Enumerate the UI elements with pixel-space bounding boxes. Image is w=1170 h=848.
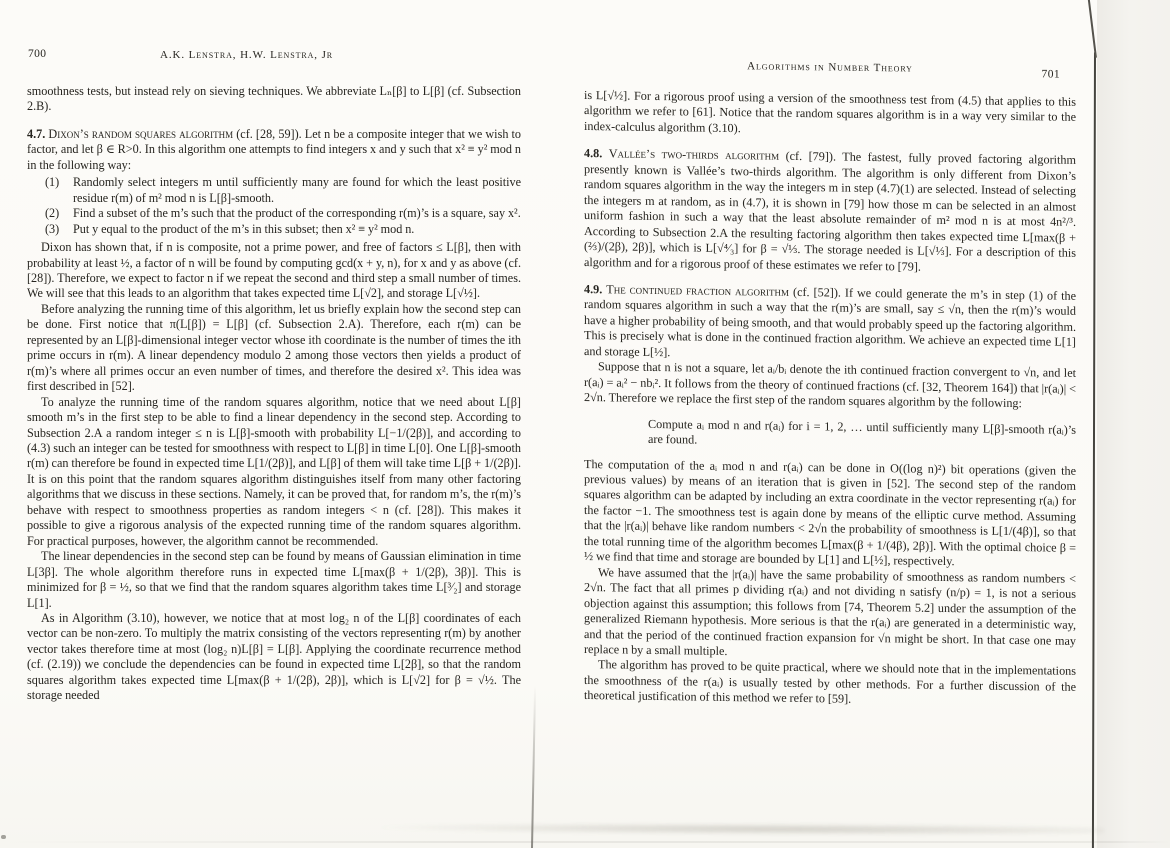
bottom-edge-hairline xyxy=(0,841,1170,843)
running-title-left: A.K. Lenstra, H.W. Lenstra, Jr xyxy=(160,49,333,61)
list-item-1 xyxy=(27,175,521,206)
section-4-8-text: (cf. [79]). The fastest, fully proved factoring algorithm presently known is Vallée’s two-thirds algorithm. The algorithm is only different from Dixon’s random squares algorithm in the way the integers m in step (4.7)(1) are selected. Instead of selecting the integers m at random, as in (4.7), it is shown in [79] how those m can be selected in an almost uniform fashion in such a way that the least absolute remainder of m² mod n is at most 4n²/³. According to Subsection 2.A the resulting factoring algorithm then takes expected time L[max(β + (⅔)/(2β), 2β)], which is L[√⁴⁄₃] for β = √⅓. The storage needed is L[√⅓]. For a description of this algorithm and for a rigorous proof of these estimates we refer to [79]. xyxy=(584,149,1076,274)
para-as-in-algorithm: As in Algorithm (3.10), however, we notice that at most log₂ n of the L[β] coordinates of each vector can be non-zero. To multiply the matrix consisting of the vectors representing r(m) by another vector takes therefore time at most (log₂ n)L[β] = L[β]. Applying the coordinate recurrence method (cf. (2.19)) we conclude the dependencies can be found in expected time L[2β], so that the random squares algorithm takes expected time L[max(β + 1/(2β), 2β)], which is L[√2] for β = √½. The storage needed xyxy=(27,610,521,703)
para-we-have-assumed: We have assumed that the |r(aᵢ)| have the same probability of smoothness as random numbers < 2√n. The fact that all primes p dividing r(aᵢ) and not dividing n satisfy (n/p) = 1, is not a serious objection against this assumption; this follows from [74, Theorem 5.2] under the assumption of the generalized Riemann hypothesis. More serious is that the r(aᵢ) are generated in a deterministic way, and that the period of the continued fraction expansion for √n might be short. In that case one may replace n by a small multiple. xyxy=(584,564,1076,658)
section-4-7-title: Dixon’s random squares algorithm xyxy=(48,126,234,141)
section-4-7-number: 4.7. xyxy=(27,126,46,141)
page-right-content xyxy=(584,58,1076,711)
list-item-3 xyxy=(27,222,521,237)
para-storage-continuation: is L[√½]. For a rigorous proof using a version of the smoothness test from (4.5) that applies to this algorithm we refer to [61]. Notice that the random squares algorithm is in a way very similar to the index-calculus algorithm (3.10). xyxy=(584,88,1076,136)
algorithm-steps-list xyxy=(27,175,521,237)
list-item-3-text: Put y equal to the product of the m’s in this subset; then x² ≡ y² mod n. xyxy=(73,221,415,236)
page-number-left: 700 xyxy=(28,48,47,60)
scan-speck xyxy=(1,835,6,839)
list-item-2-text: Find a subset of the m’s such that the product of the corresponding r(m)’s is a square, say x². xyxy=(73,206,521,221)
list-item-2-label: (2) xyxy=(45,206,60,221)
page-right-body xyxy=(584,88,1076,711)
para-suppose: Suppose that n is not a square, let aᵢ/bᵢ denote the ith continued fraction convergent to √n, and let r(aᵢ) = aᵢ² − nbᵢ². It follows from the theory of continued fractions (cf. [32, Theorem 164]) that |r(aᵢ)| < 2√n. Therefore we replace the first step of the random squares algorithm by the following: xyxy=(584,359,1076,411)
para-to-analyze: To analyze the running time of the random squares algorithm, notice that we need about L[β] smooth m’s in the first step to be able to find a linear dependency in the second step. According to Subsection 2.A a random integer ≤ n is L[β]-smooth with probability L[−1/(2β)], and according to (4.3) such an integer can be tested for smoothness with respect to L[β] in time L[0]. One L[β]-smooth r(m) can therefore be found in expected time L[1/(2β)], and L[β] of them will take time L[β + 1/(2β)]. It is on this point that the random squares algorithm distinguishes itself from many other factoring algorithms that we discuss in these sections. Namely, it can be proved that, for random m’s, the r(m)’s behave with respect to smoothness properties as random integers < n (cf. [28]). This makes it possible to give a rigorous analysis of the expected running time of the random squares algorithm. For practical purposes, however, the algorithm cannot be recommended. xyxy=(27,394,521,548)
list-item-1-label: (1) xyxy=(45,175,60,190)
list-item-2 xyxy=(27,206,521,221)
bottom-page-shadow xyxy=(380,821,1104,836)
list-item-3-label: (3) xyxy=(45,221,60,236)
section-4-7 xyxy=(27,127,521,173)
para-dixon-has-shown: Dixon has shown that, if n is composite, not a prime power, and free of factors ≤ L[β], then with probability at least ½, a factor of n will be found by computing gcd(x + y, n), for x and y as above (cf. [28]). Therefore, we expect to factor n if we repeat the second and third step a small number of times. We will see that this leads to an algorithm that takes expected time L[√2], and storage L[√½]. xyxy=(27,240,521,301)
section-4-9-number: 4.9. xyxy=(584,281,603,297)
page-left-body xyxy=(27,84,521,704)
section-4-8 xyxy=(584,146,1076,276)
page-number-right: 701 xyxy=(1041,68,1060,81)
section-4-9-text: (cf. [52]). If we could generate the m’s in step (1) of the random squares algorithm in such a way that the r(m)’s are small, say ≤ √n, then the r(m)’s would have a higher probability of being smooth, and that would probably speed up the factoring algorithm. This is precisely what is done in the continued fraction algorithm. We achieve an expected time L[1] and storage L[½]. xyxy=(584,284,1077,360)
para-linear-dependencies: The linear dependencies in the second step can be found by means of Gaussian elimination in time L[3β]. The whole algorithm therefore runs in expected time L[max(β + 1/(2β), 3β)]. This is minimized for β = ½, so that we find that the random squares algorithm takes time L[³⁄₂] and storage L[1]. xyxy=(27,549,521,610)
page-left-700 xyxy=(27,48,521,704)
section-4-9-title: The continued fraction algorithm xyxy=(606,282,790,299)
running-head-left xyxy=(27,48,521,64)
para-computation: The computation of the aᵢ mod n and r(aᵢ) can be done in O((log n)²) bit operations (given the previous values) by means of an iteration that is given in [52]. The second step of the random squares algorithm can be adapted by including an extra coordinate in the vector representing r(aᵢ) for the factor −1. The smoothness test is again done by means of the elliptic curve method. Assuming that the |r(aᵢ)| behave like random numbers < 2√n the probability of smoothness is L[1/(4β)], so that the total running time of the algorithm becomes L[max(β + 1/(4β), 2β)]. With the optimal choice β = ½ we find that time and storage are bounded by L[1] and L[½], respectively. xyxy=(584,456,1076,569)
para-quite-practical: The algorithm has proved to be quite practical, where we should note that in the implementations the smoothness of the r(aᵢ) is usually tested by other methods. For a further discussion of the theoretical justification of this method we refer to [59]. xyxy=(584,657,1076,707)
section-4-7-text: (cf. [28, 59]). Let n be a composite integer that we wish to factor, and let β ∈ R>0. In this algorithm one attempts to find integers x and y such that x² ≡ y² mod n in the following way: xyxy=(27,126,522,172)
page-right-701 xyxy=(584,58,1077,707)
section-4-8-number: 4.8. xyxy=(584,146,603,161)
list-item-1-text: Randomly select integers m until sufficiently many are found for which the least positive residue r(m) of m² mod n is L[β]-smooth. xyxy=(73,175,521,205)
section-4-8-title: Vallée’s two-thirds algorithm xyxy=(608,146,780,164)
running-head-right xyxy=(584,58,1076,81)
section-4-9 xyxy=(584,282,1076,366)
running-title-right: Algorithms in Number Theory xyxy=(747,60,913,75)
para-before-analyzing: Before analyzing the running time of this algorithm, let us briefly explain how the second step can be done. First notice that π(L[β]) = L[β] (cf. Subsection 2.A). Therefore, each r(m) can be represented by an L[β]-dimensional integer vector whose ith coordinate is the number of times the ith prime occurs in r(m). A linear dependency modulo 2 among those vectors then yields a product of r(m)’s where all primes occur an even number of times, and therefore the desired x². This idea was first described in [52]. xyxy=(27,301,521,394)
display-equation-compute: Compute aᵢ mod n and r(aᵢ) for i = 1, 2, … until sufficiently many L[β]-smooth r(aᵢ)’s are found. xyxy=(648,416,1076,447)
page-edge-line xyxy=(1092,52,1096,848)
scanner-background-strip xyxy=(1097,0,1170,848)
para-smoothness-tests: smoothness tests, but instead rely on sieving techniques. We abbreviate Lₙ[β] to L[β] (cf. Subsection 2.B). xyxy=(27,84,521,114)
page-edge-curl xyxy=(1087,0,1097,58)
